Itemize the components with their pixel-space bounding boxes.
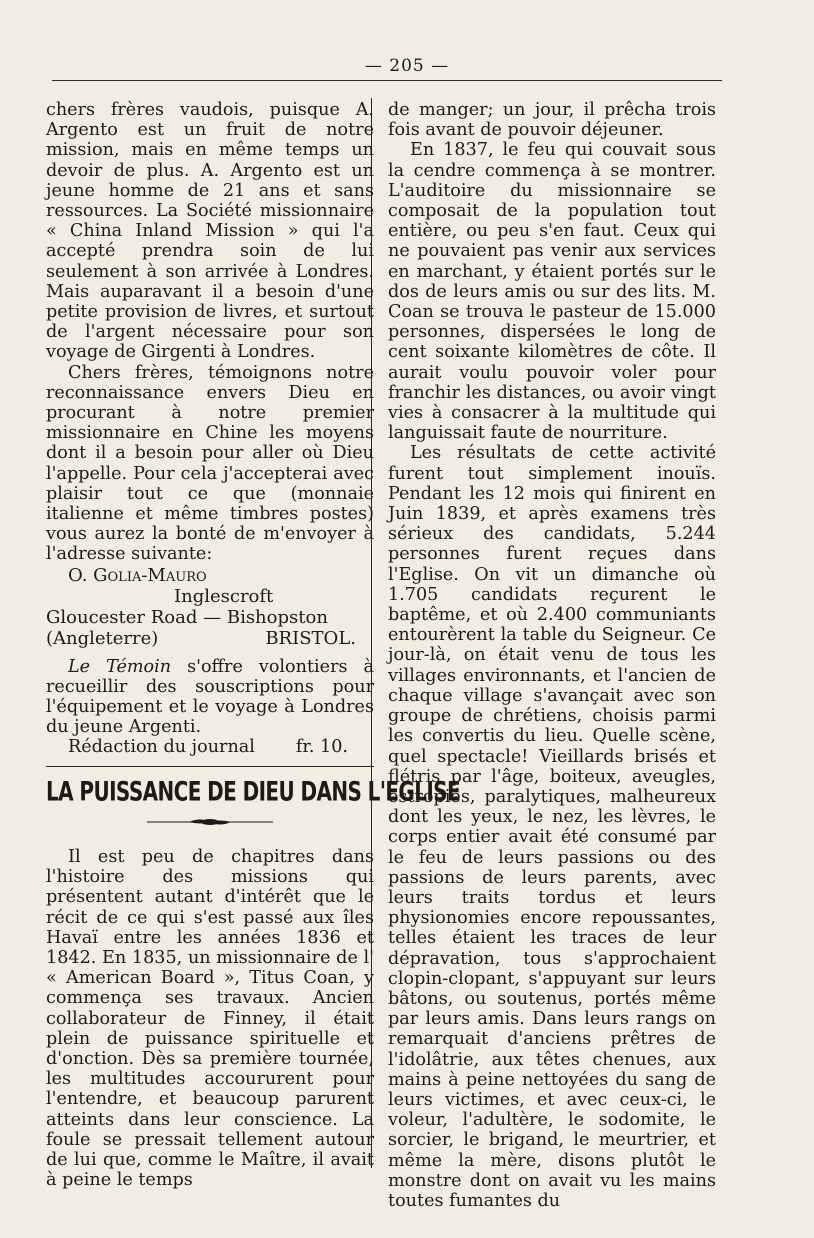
donation-amount: fr. 10.	[295, 737, 348, 758]
address-city: BRISTOL.	[265, 627, 356, 649]
paragraph-text: s'offre volontiers à recueillir des souscriptions pour l'équipement et le voyage à Londres du jeune Argenti.	[46, 656, 374, 738]
article-heading: LA PUISSANCE DE DIEU DANS L'EGLISE	[46, 774, 461, 807]
left-column	[46, 100, 461, 1191]
paragraph: Les résultats de cette activité furent tout simplement inouïs. Pendant les 12 mois qui finirent en Juin 1839, et après examens très sérieux des candidats, 5.244 personnes furent reçues dans l'Eglise. On vit un dimanche où 1.705 candidats reçurent le baptême, et où 2.400 communiants entourèrent la table du Seigneur. Ce jour-là, on était venu de tous les villages environnants, et l'ancien de chaque village s'avançait avec son groupe de chrétiens, choisis parmi les convertis du lieu. Quelle scène, quel spectacle! Vieillards brisés et flétris par l'âge, boiteux, aveugles, estropiés, paralytiques, malheureux dont les yeux, le nez, les lèvres, le corps entier avait été consumé par le feu de leurs passions ou des passions de leurs parents, avec leurs traits tordus et leurs physionomies encore repoussantes, telles étaient les traces de leur dépravation, tous s'approchaient clopin-clopant, s'appuyant sur leurs bâtons, ou soutenus, portés même par leurs amis. Dans leurs rangs on remarquait d'anciens prêtres de l'idolâtrie, aux têtes chenues, aux mains à peine nettoyées du sang de leurs victimes, et avec ceux-ci, le voleur, l'adultère, le sodomite, le sorcier, le brigand, le meurtrier, et même la mère, disons plutôt le monstre dont on avait vu les mains toutes fumantes du	[388, 443, 716, 1211]
journal-name: Le Témoin	[68, 656, 172, 677]
address-house: Inglescroft	[174, 585, 274, 607]
paragraph	[46, 657, 374, 738]
paragraph: de manger; un jour, il prêcha trois fois avant de pouvoir déjeuner.	[388, 100, 716, 141]
paragraph: En 1837, le feu qui couvait sous la cendre commença à se montrer. L'auditoire du missionnaire se composait de la population tout entière, ou peu s'en faut. Ceux qui ne pouvaient pas venir aux services en marchant, y étaient portés sur le dos de leurs amis ou sur des lits. M. Coan se trouva le pasteur de 15.000 personnes, dispersées le long de cent soixante kilomètres de côte. Il aurait voulu pouvoir voler pour franchir les distances, ou avoir vingt vies à consacrer à la multitude qui languissait faute de nourriture.	[388, 140, 716, 444]
page-number: — 205 —	[364, 56, 450, 76]
paragraph: Chers frères, témoignons notre reconnaissance envers Dieu en procurant à notre premier missionnaire en Chine les moyens dont il a besoin pour aller où Dieu l'appelle. Pour cela j'accepterai avec plaisir tout ce que (monnaie italienne et même timbres postes) vous aurez la bonté de m'envoyer à l'adresse suivante:	[46, 362, 374, 565]
address-block	[46, 565, 374, 649]
donation-line	[46, 737, 374, 757]
address-name: O. Golia-Mauro	[68, 564, 207, 586]
right-column	[388, 100, 716, 1211]
header-rule	[52, 80, 722, 81]
paragraph: Il est peu de chapitres dans l'histoire des missions qui présentent autant d'intérêt que le récit de ce qui s'est passé aux îles Havaï entre les années 1836 et 1842. En 1835, un missionnaire de l' « American Board », Titus Coan, y commença ses travaux. Ancien collaborateur de Finney, il était plein de puissance spirituelle et d'onction. Dès sa première tournée, les multitudes accoururent pour l'entendre, et beaucoup parurent atteints dans leur conscience. La foule se pressait tellement autour de lui que, comme le Maître, il avait à peine le temps	[46, 846, 374, 1191]
section-rule	[46, 766, 374, 767]
address-row	[46, 628, 374, 649]
address-street: Gloucester Road — Bishopston	[46, 606, 328, 628]
address-country: (Angleterre)	[46, 627, 159, 649]
ornament-icon	[46, 817, 374, 827]
donation-label: Rédaction du journal	[68, 737, 255, 758]
paragraph: chers frères vaudois, puisque A. Argento est un fruit de notre mission, mais en même temps un devoir de plus. A. Argento est un jeune homme de 21 ans et sans ressources. La Société missionnaire « China Inland Mission » qui l'a accepté prendra soin de lui seulement à son arrivée à Londres. Mais auparavant il a besoin d'une petite provision de livres, et surtout de l'argent nécessaire pour son voyage de Girgenti à Londres.	[46, 100, 374, 363]
